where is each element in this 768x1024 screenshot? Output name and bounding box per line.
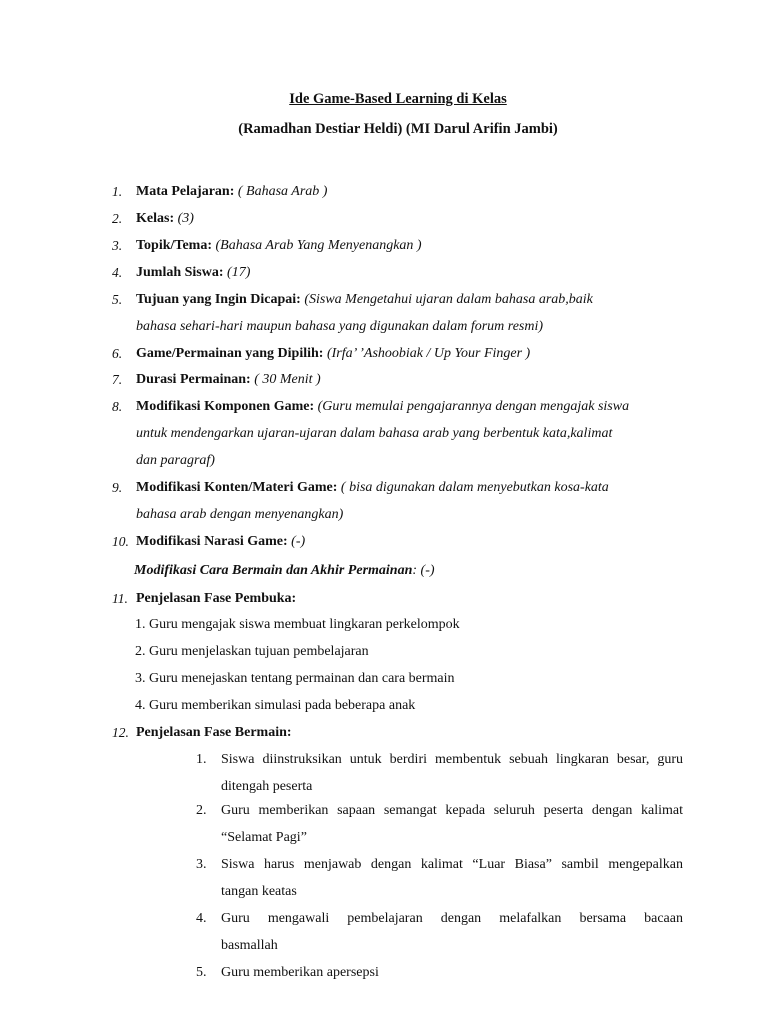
fase-pembuka-label: Penjelasan Fase Pembuka: [136, 591, 297, 606]
item-value: ( Bahasa Arab ) [234, 184, 328, 199]
item-label: Modifikasi Komponen Game: [136, 399, 315, 414]
item-value: (Siswa Mengetahui ujaran dalam bahasa arab,baik [300, 292, 593, 307]
item-value: (3) [174, 211, 194, 226]
item-number: 1. [112, 184, 123, 199]
step-text-cont: tangan keatas [221, 884, 297, 899]
item-number: 5. [112, 292, 123, 307]
step-number: 4. [196, 911, 207, 926]
list-item [136, 291, 593, 309]
item-number: 12. [112, 725, 129, 740]
list-item [136, 237, 422, 255]
item-continuation: bahasa arab dengan menyenangkan) [136, 507, 344, 522]
item-label: Modifikasi Narasi Game: [136, 534, 288, 549]
item-label: Kelas: [136, 211, 175, 226]
item-number: 2. [112, 211, 123, 226]
item-number: 9. [112, 480, 123, 495]
item-label: Tujuan yang Ingin Dicapai: [136, 292, 301, 307]
item-number: 8. [112, 399, 123, 414]
cara-bermain-line [134, 562, 435, 580]
step-text: Guru memberikan sapaan semangat kepada seluruh peserta dengan kalimat [221, 803, 683, 818]
cara-bermain-label: Modifikasi Cara Bermain dan Akhir Permainan [134, 563, 413, 578]
item-continuation: dan paragraf) [136, 453, 215, 468]
fase-pembuka-step: 2. Guru menjelaskan tujuan pembelajaran [135, 644, 369, 659]
list-item [136, 533, 305, 551]
step-text: Siswa harus menjawab dengan kalimat “Luar Biasa” sambil mengepalkan [221, 857, 683, 872]
list-item [136, 264, 250, 282]
list-item [136, 398, 629, 416]
item-value: (Bahasa Arab Yang Menyenangkan ) [212, 238, 422, 253]
fase-bermain-label: Penjelasan Fase Bermain: [136, 725, 292, 740]
item-number: 11. [112, 591, 128, 606]
item-continuation: untuk mendengarkan ujaran-ujaran dalam bahasa arab yang berbentuk kata,kalimat [136, 426, 613, 441]
item-value: (17) [223, 265, 251, 280]
step-text: Guru mengawali pembelajaran dengan melafalkan bersama bacaan [221, 911, 683, 926]
item-label: Modifikasi Konten/Materi Game: [136, 480, 338, 495]
item-value: (Guru memulai pengajarannya dengan mengajak siswa [314, 399, 630, 414]
item-value: (Irfa’ ’Ashoobiak / Up Your Finger ) [323, 346, 531, 361]
item-number: 4. [112, 265, 123, 280]
fase-pembuka-step: 1. Guru mengajak siswa membuat lingkaran perkelompok [135, 617, 460, 632]
step-text: Siswa diinstruksikan untuk berdiri membentuk sebuah lingkaran besar, guru [221, 752, 683, 767]
item-number: 3. [112, 238, 123, 253]
step-number: 2. [196, 803, 207, 818]
list-item [136, 210, 194, 228]
item-label: Mata Pelajaran: [136, 184, 235, 199]
item-continuation: bahasa sehari-hari maupun bahasa yang digunakan dalam forum resmi) [136, 319, 544, 334]
step-number: 3. [196, 857, 207, 872]
item-number: 6. [112, 346, 123, 361]
step-text-cont: basmallah [221, 938, 278, 953]
step-text: Guru memberikan apersepsi [221, 965, 379, 980]
item-number: 7. [112, 372, 123, 387]
document-title: Ide Game-Based Learning di Kelas [289, 91, 507, 107]
item-value: ( bisa digunakan dalam menyebutkan kosa-kata [337, 480, 609, 495]
fase-pembuka-step: 3. Guru menejaskan tentang permainan dan cara bermain [135, 671, 455, 686]
list-item [136, 371, 321, 389]
document-subtitle: (Ramadhan Destiar Heldi) (MI Darul Arifin Jambi) [238, 121, 558, 137]
item-label: Game/Permainan yang Dipilih: [136, 346, 324, 361]
list-item [136, 183, 327, 201]
fase-pembuka-step: 4. Guru memberikan simulasi pada beberapa anak [135, 698, 416, 713]
step-text-cont: “Selamat Pagi” [221, 830, 307, 845]
item-number: 10. [112, 534, 129, 549]
item-label: Durasi Permainan: [136, 372, 251, 387]
item-value: (-) [287, 534, 306, 549]
list-item [136, 345, 530, 363]
step-text-cont: ditengah peserta [221, 779, 313, 794]
step-number: 1. [196, 752, 207, 767]
item-label: Jumlah Siswa: [136, 265, 224, 280]
item-value: ( 30 Menit ) [250, 372, 321, 387]
cara-bermain-value: : (-) [412, 563, 435, 578]
item-label: Topik/Tema: [136, 238, 212, 253]
list-item [136, 479, 609, 497]
step-number: 5. [196, 965, 207, 980]
